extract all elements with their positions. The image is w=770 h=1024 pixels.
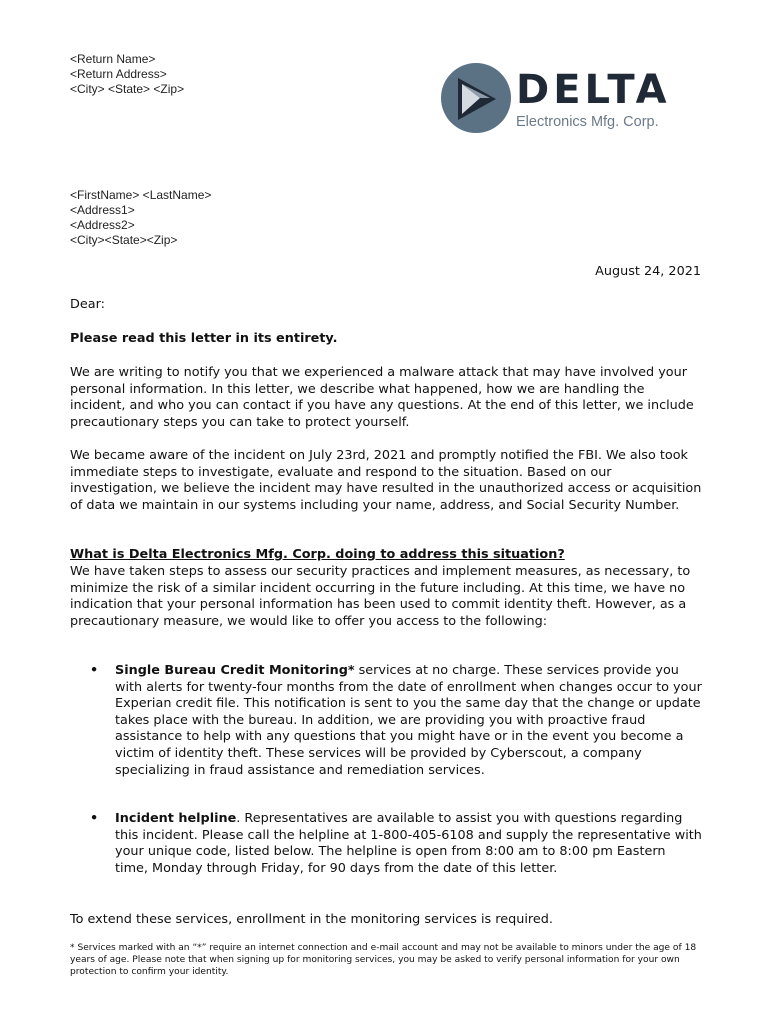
letter-date: August 24, 2021 [595,264,701,279]
delta-logo-mark-icon [440,62,512,134]
footnote: * Services marked with an “*” require an internet connection and e-mail account and may not be available to minors under the age of 18 years of age. Please note that when signing up for monitoring services, you may be asked to verify personal information for your own protection to confirm your identity. [70,943,697,978]
intro-bold-line: Please read this letter in its entirety. [70,331,338,346]
list-item [70,811,702,877]
paragraph-intro: We are writing to notify you that we experienced a malware attack that may have involved your personal information. In this letter, we describe what happened, how we are handling the incident, and who you can contact if you have any questions. At the end of this letter, we include precautionary steps you can take to protect yourself. [70,365,694,430]
bullet-title: Incident helpline [115,811,237,826]
paragraph-measures: We have taken steps to assess our security practices and implement measures, as necessary, to minimize the risk of a similar incident occurring in the future including. At this time, we have no indication that your personal information has been used to commit identity theft. However, as a precautionary measure, we would like to offer you access to the following: [70,564,691,629]
bullet-title: Single Bureau Credit Monitoring* [115,663,355,678]
bullet-icon: • [90,663,99,678]
recipient-name: <FirstName> <LastName> [70,188,212,202]
section-heading: What is Delta Electronics Mfg. Corp. doing to address this situation? [70,547,565,562]
bullet-icon: • [90,811,99,826]
return-address-block [70,52,184,97]
bullet-text: . Representatives are available to assist you with questions regarding this incident. Please call the helpline at 1-800-405-6108 and supply the representative with your unique code, listed below. The helpline is open from 8:00 am to 8:00 pm Eastern time, Monday through Friday, for 90 days from the date of this letter. [115,811,702,876]
salutation: Dear: [70,297,105,312]
recipient-address2: <Address2> [70,218,135,232]
list-item [70,663,702,779]
return-city-state-zip: <City> <State> <Zip> [70,82,185,96]
logo-wordmark: DELTA [516,67,671,113]
bullet-text: services at no charge. These services provide you with alerts for twenty-four months from the date of enrollment when changes occur to your Experian credit file. This notification is sent to you the same day that the change or update takes place with the bureau. In addition, we are providing you with proactive fraud assistance to help with any questions that you might have or in the event you become a victim of identity theft. These services will be provided by Cyberscout, a company specializing in fraud assistance and remediation services. [115,663,702,778]
return-address: <Return Address> [70,67,167,81]
logo-subtitle: Electronics Mfg. Corp. [516,114,659,130]
delta-logo [440,62,680,136]
recipient-city-state-zip: <City><State><Zip> [70,233,178,247]
recipient-address1: <Address1> [70,203,135,217]
recipient-address-block [70,188,211,248]
paragraph-incident: We became aware of the incident on July 23rd, 2021 and promptly notified the FBI. We also took immediate steps to investigate, evaluate and respond to the situation. Based on our investigation, we believe the incident may have resulted in the unauthorized access or acquisition of data we maintain in our systems including your name, address, and Social Security Number. [70,448,702,513]
paragraph-enrollment: To extend these services, enrollment in the monitoring services is required. [70,912,553,927]
return-name: <Return Name> [70,52,156,66]
